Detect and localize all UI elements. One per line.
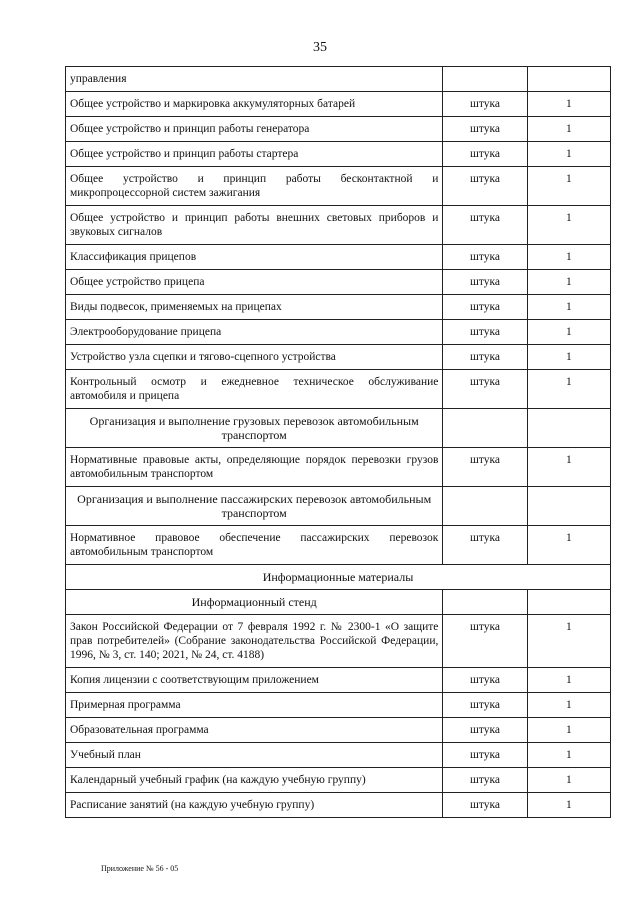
- table-row: [66, 270, 611, 295]
- quantity-cell: 1: [527, 245, 610, 270]
- unit-cell: штука: [443, 142, 527, 167]
- table-row: [66, 487, 611, 526]
- quantity-cell: 1: [527, 370, 610, 409]
- quantity-cell: 1: [527, 718, 610, 743]
- item-name-cell: Контрольный осмотр и ежедневное техническое обслуживание автомобиля и прицепа: [66, 370, 443, 409]
- unit-cell: штука: [443, 668, 527, 693]
- item-name-cell: управления: [66, 67, 443, 92]
- unit-cell: штука: [443, 718, 527, 743]
- item-name-cell: Нормативные правовые акты, определяющие порядок перевозки грузов автомобильным транспортом: [66, 448, 443, 487]
- quantity-cell: [527, 409, 610, 448]
- table-row: [66, 117, 611, 142]
- quantity-cell: 1: [527, 693, 610, 718]
- item-name-cell: Устройство узла сцепки и тягово-сцепного устройства: [66, 345, 443, 370]
- item-name-cell: Общее устройство и принцип работы генератора: [66, 117, 443, 142]
- unit-cell: штука: [443, 92, 527, 117]
- quantity-cell: 1: [527, 793, 610, 818]
- table-row: [66, 345, 611, 370]
- table-row: [66, 768, 611, 793]
- quantity-cell: 1: [527, 92, 610, 117]
- item-name-cell: Организация и выполнение грузовых перевозок автомобильным транспортом: [66, 409, 443, 448]
- unit-cell: штука: [443, 693, 527, 718]
- table-row: [66, 320, 611, 345]
- quantity-cell: [527, 67, 610, 92]
- quantity-cell: 1: [527, 668, 610, 693]
- item-name-cell: Календарный учебный график (на каждую учебную группу): [66, 768, 443, 793]
- item-name-cell: Нормативное правовое обеспечение пассажирских перевозок автомобильным транспортом: [66, 526, 443, 565]
- item-name-cell: Копия лицензии с соответствующим приложением: [66, 668, 443, 693]
- quantity-cell: 1: [527, 448, 610, 487]
- item-name-cell: Классификация прицепов: [66, 245, 443, 270]
- unit-cell: штука: [443, 448, 527, 487]
- item-name-cell: Учебный план: [66, 743, 443, 768]
- unit-cell: штука: [443, 345, 527, 370]
- item-name-cell: Общее устройство и принцип работы внешних световых приборов и звуковых сигналов: [66, 206, 443, 245]
- item-name-cell: Закон Российской Федерации от 7 февраля 1992 г. № 2300-1 «О защите прав потребителей» (Собрание законодательства Российской Федерации, 1996, № 3, ст. 140; 2021, № 24, ст. 4188): [66, 615, 443, 668]
- table-row: [66, 718, 611, 743]
- quantity-cell: 1: [527, 345, 610, 370]
- section-title: Информационные материалы: [66, 565, 611, 590]
- table-row: [66, 167, 611, 206]
- quantity-cell: 1: [527, 167, 610, 206]
- item-name-cell: Общее устройство прицепа: [66, 270, 443, 295]
- unit-cell: [443, 590, 527, 615]
- table-row: [66, 448, 611, 487]
- unit-cell: штука: [443, 206, 527, 245]
- unit-cell: штука: [443, 615, 527, 668]
- item-name-cell: Общее устройство и принцип работы стартера: [66, 142, 443, 167]
- unit-cell: штука: [443, 768, 527, 793]
- table-row: [66, 590, 611, 615]
- item-name-cell: Информационный стенд: [66, 590, 443, 615]
- unit-cell: штука: [443, 117, 527, 142]
- quantity-cell: [527, 590, 610, 615]
- item-name-cell: Организация и выполнение пассажирских перевозок автомобильным транспортом: [66, 487, 443, 526]
- table-row: [66, 206, 611, 245]
- table-row: [66, 409, 611, 448]
- quantity-cell: 1: [527, 320, 610, 345]
- unit-cell: штука: [443, 270, 527, 295]
- item-name-cell: Образовательная программа: [66, 718, 443, 743]
- quantity-cell: 1: [527, 142, 610, 167]
- equipment-table: [65, 66, 611, 818]
- table-row: [66, 793, 611, 818]
- item-name-cell: Общее устройство и маркировка аккумуляторных батарей: [66, 92, 443, 117]
- quantity-cell: [527, 487, 610, 526]
- page-number: 35: [313, 40, 327, 55]
- quantity-cell: 1: [527, 206, 610, 245]
- table-row: [66, 295, 611, 320]
- table-row: [66, 370, 611, 409]
- table-row: [66, 743, 611, 768]
- unit-cell: штука: [443, 743, 527, 768]
- unit-cell: штука: [443, 320, 527, 345]
- unit-cell: штука: [443, 245, 527, 270]
- item-name-cell: Виды подвесок, применяемых на прицепах: [66, 295, 443, 320]
- quantity-cell: 1: [527, 295, 610, 320]
- table-row: [66, 565, 611, 590]
- item-name-cell: Примерная программа: [66, 693, 443, 718]
- quantity-cell: 1: [527, 768, 610, 793]
- unit-cell: штука: [443, 526, 527, 565]
- unit-cell: штука: [443, 167, 527, 206]
- table-row: [66, 615, 611, 668]
- item-name-cell: Расписание занятий (на каждую учебную группу): [66, 793, 443, 818]
- unit-cell: штука: [443, 793, 527, 818]
- quantity-cell: 1: [527, 117, 610, 142]
- table-row: [66, 693, 611, 718]
- unit-cell: [443, 67, 527, 92]
- table-row: [66, 92, 611, 117]
- table-row: [66, 526, 611, 565]
- table-row: [66, 67, 611, 92]
- quantity-cell: 1: [527, 526, 610, 565]
- unit-cell: штука: [443, 295, 527, 320]
- footer-note: Приложение № 56 - 05: [101, 864, 179, 873]
- item-name-cell: Общее устройство и принцип работы бесконтактной и микропроцессорной систем зажигания: [66, 167, 443, 206]
- quantity-cell: 1: [527, 615, 610, 668]
- unit-cell: [443, 487, 527, 526]
- table-row: [66, 142, 611, 167]
- unit-cell: [443, 409, 527, 448]
- table-row: [66, 245, 611, 270]
- quantity-cell: 1: [527, 743, 610, 768]
- quantity-cell: 1: [527, 270, 610, 295]
- table-row: [66, 668, 611, 693]
- item-name-cell: Электрооборудование прицепа: [66, 320, 443, 345]
- unit-cell: штука: [443, 370, 527, 409]
